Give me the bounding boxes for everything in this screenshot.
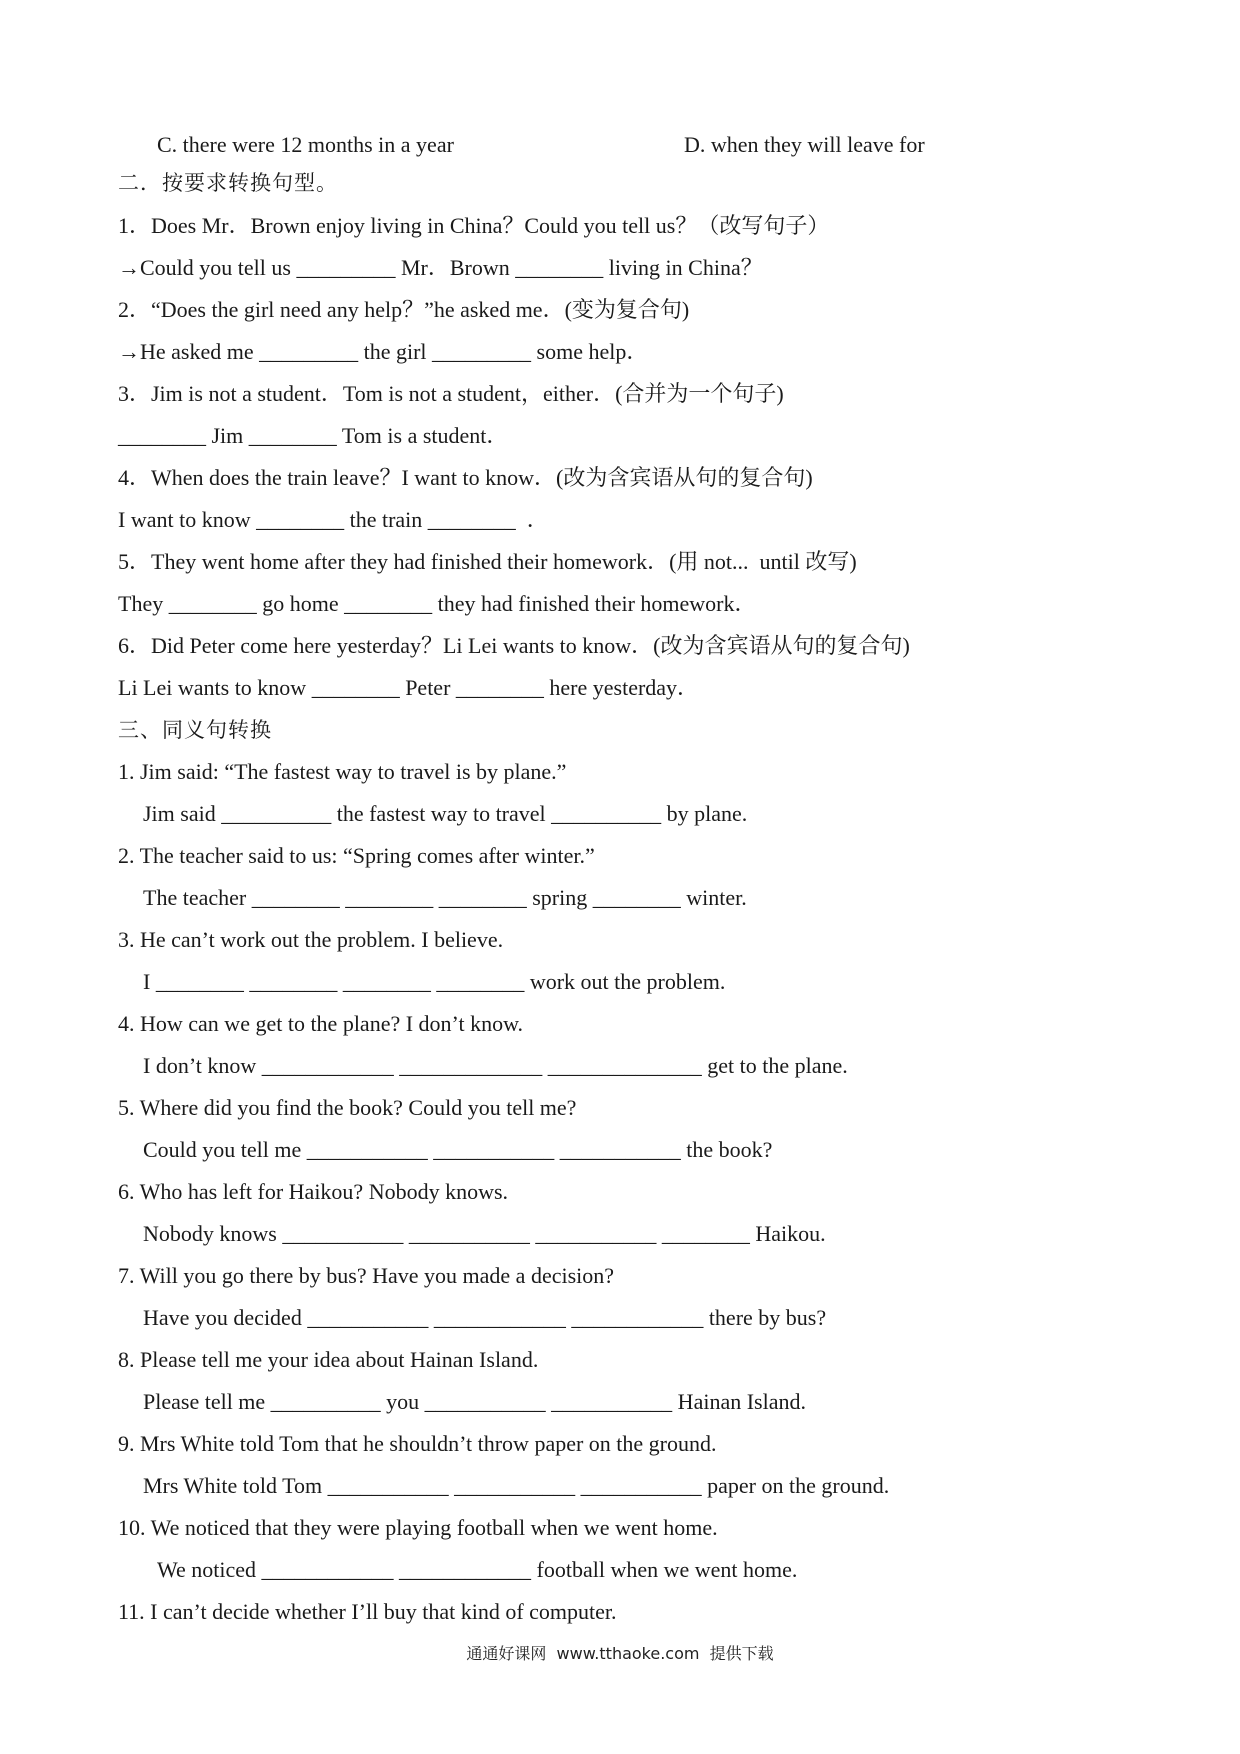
section-2-question: 4．When does the train leave？I want to know．(改为含宾语从句的复合句) <box>118 465 813 490</box>
section-3-question: 8. Please tell me your idea about Hainan Island. <box>118 1347 539 1372</box>
section-3-question: 9. Mrs White told Tom that he shouldn’t throw paper on the ground. <box>118 1431 717 1456</box>
section-3-question: 11. I can’t decide whether I’ll buy that kind of computer. <box>118 1599 617 1624</box>
section-2-question: 5．They went home after they had finished their homework．(用 not... until 改写) <box>118 549 857 574</box>
section-2-question: 3．Jim is not a student．Tom is not a student，either．(合并为一个句子) <box>118 381 784 406</box>
section-3-answer: Could you tell me ___________ ___________ ___________ the book? <box>143 1137 773 1162</box>
section-3-question: 3. He can’t work out the problem. I believe. <box>118 927 504 952</box>
section-3-answer: Please tell me __________ you ___________ ___________ Hainan Island. <box>143 1389 806 1414</box>
section-2-question: 6．Did Peter come here yesterday？Li Lei wants to know．(改为含宾语从句的复合句) <box>118 633 910 658</box>
section-3-question: 4. How can we get to the plane? I don’t know. <box>118 1011 524 1036</box>
section-2-question: 2．“Does the girl need any help？”he asked me．(变为复合句) <box>118 297 690 322</box>
section-3-question: 5. Where did you find the book? Could you tell me? <box>118 1095 577 1120</box>
section-3-answer: Mrs White told Tom ___________ ___________ ___________ paper on the ground. <box>143 1473 890 1498</box>
section-2-heading: 二．按要求转换句型。 <box>118 171 338 195</box>
section-2-question: 1．Does Mr．Brown enjoy living in China？Could you tell us？（改写句子） <box>118 213 830 238</box>
section-3-question: 7. Will you go there by bus? Have you made a decision? <box>118 1263 615 1288</box>
section-3-answer: I ________ ________ ________ ________ work out the problem. <box>143 969 726 994</box>
section-2-answer: →He asked me _________ the girl _________ some help． <box>118 339 649 364</box>
option-c: C. there were 12 months in a year <box>157 132 454 157</box>
section-3-answer: Have you decided ___________ ____________ ____________ there by bus? <box>143 1305 827 1330</box>
section-3-answer: Jim said __________ the fastest way to travel __________ by plane. <box>143 801 748 826</box>
footer-source-text: 通通好课网 www.tthaoke.com 提供下载 <box>466 1644 774 1663</box>
section-3-answer: Nobody knows ___________ ___________ ___________ ________ Haikou. <box>143 1221 826 1246</box>
section-3-question: 6. Who has left for Haikou? Nobody knows. <box>118 1179 509 1204</box>
section-3-answer: We noticed ____________ ____________ football when we went home. <box>157 1557 798 1582</box>
section-3-heading: 三、同义句转换 <box>118 718 272 742</box>
section-2-answer: ________ Jim ________ Tom is a student． <box>118 423 509 448</box>
section-3-answer: The teacher ________ ________ ________ spring ________ winter. <box>143 885 747 910</box>
section-2-answer: Li Lei wants to know ________ Peter ________ here yesterday． <box>118 675 700 700</box>
section-3-question: 2. The teacher said to us: “Spring comes after winter.” <box>118 843 595 868</box>
section-3-question: 10. We noticed that they were playing football when we went home. <box>118 1515 718 1540</box>
section-2-answer: →Could you tell us _________ Mr．Brown ________ living in China？ <box>118 255 763 280</box>
section-2-answer: I want to know ________ the train ________ ． <box>118 507 549 532</box>
section-3-answer: I don’t know ____________ _____________ ______________ get to the plane. <box>143 1053 848 1078</box>
option-d: D. when they will leave for <box>684 132 925 157</box>
section-2-answer: They ________ go home ________ they had finished their homework． <box>118 591 757 616</box>
section-3-question: 1. Jim said: “The fastest way to travel is by plane.” <box>118 759 567 784</box>
